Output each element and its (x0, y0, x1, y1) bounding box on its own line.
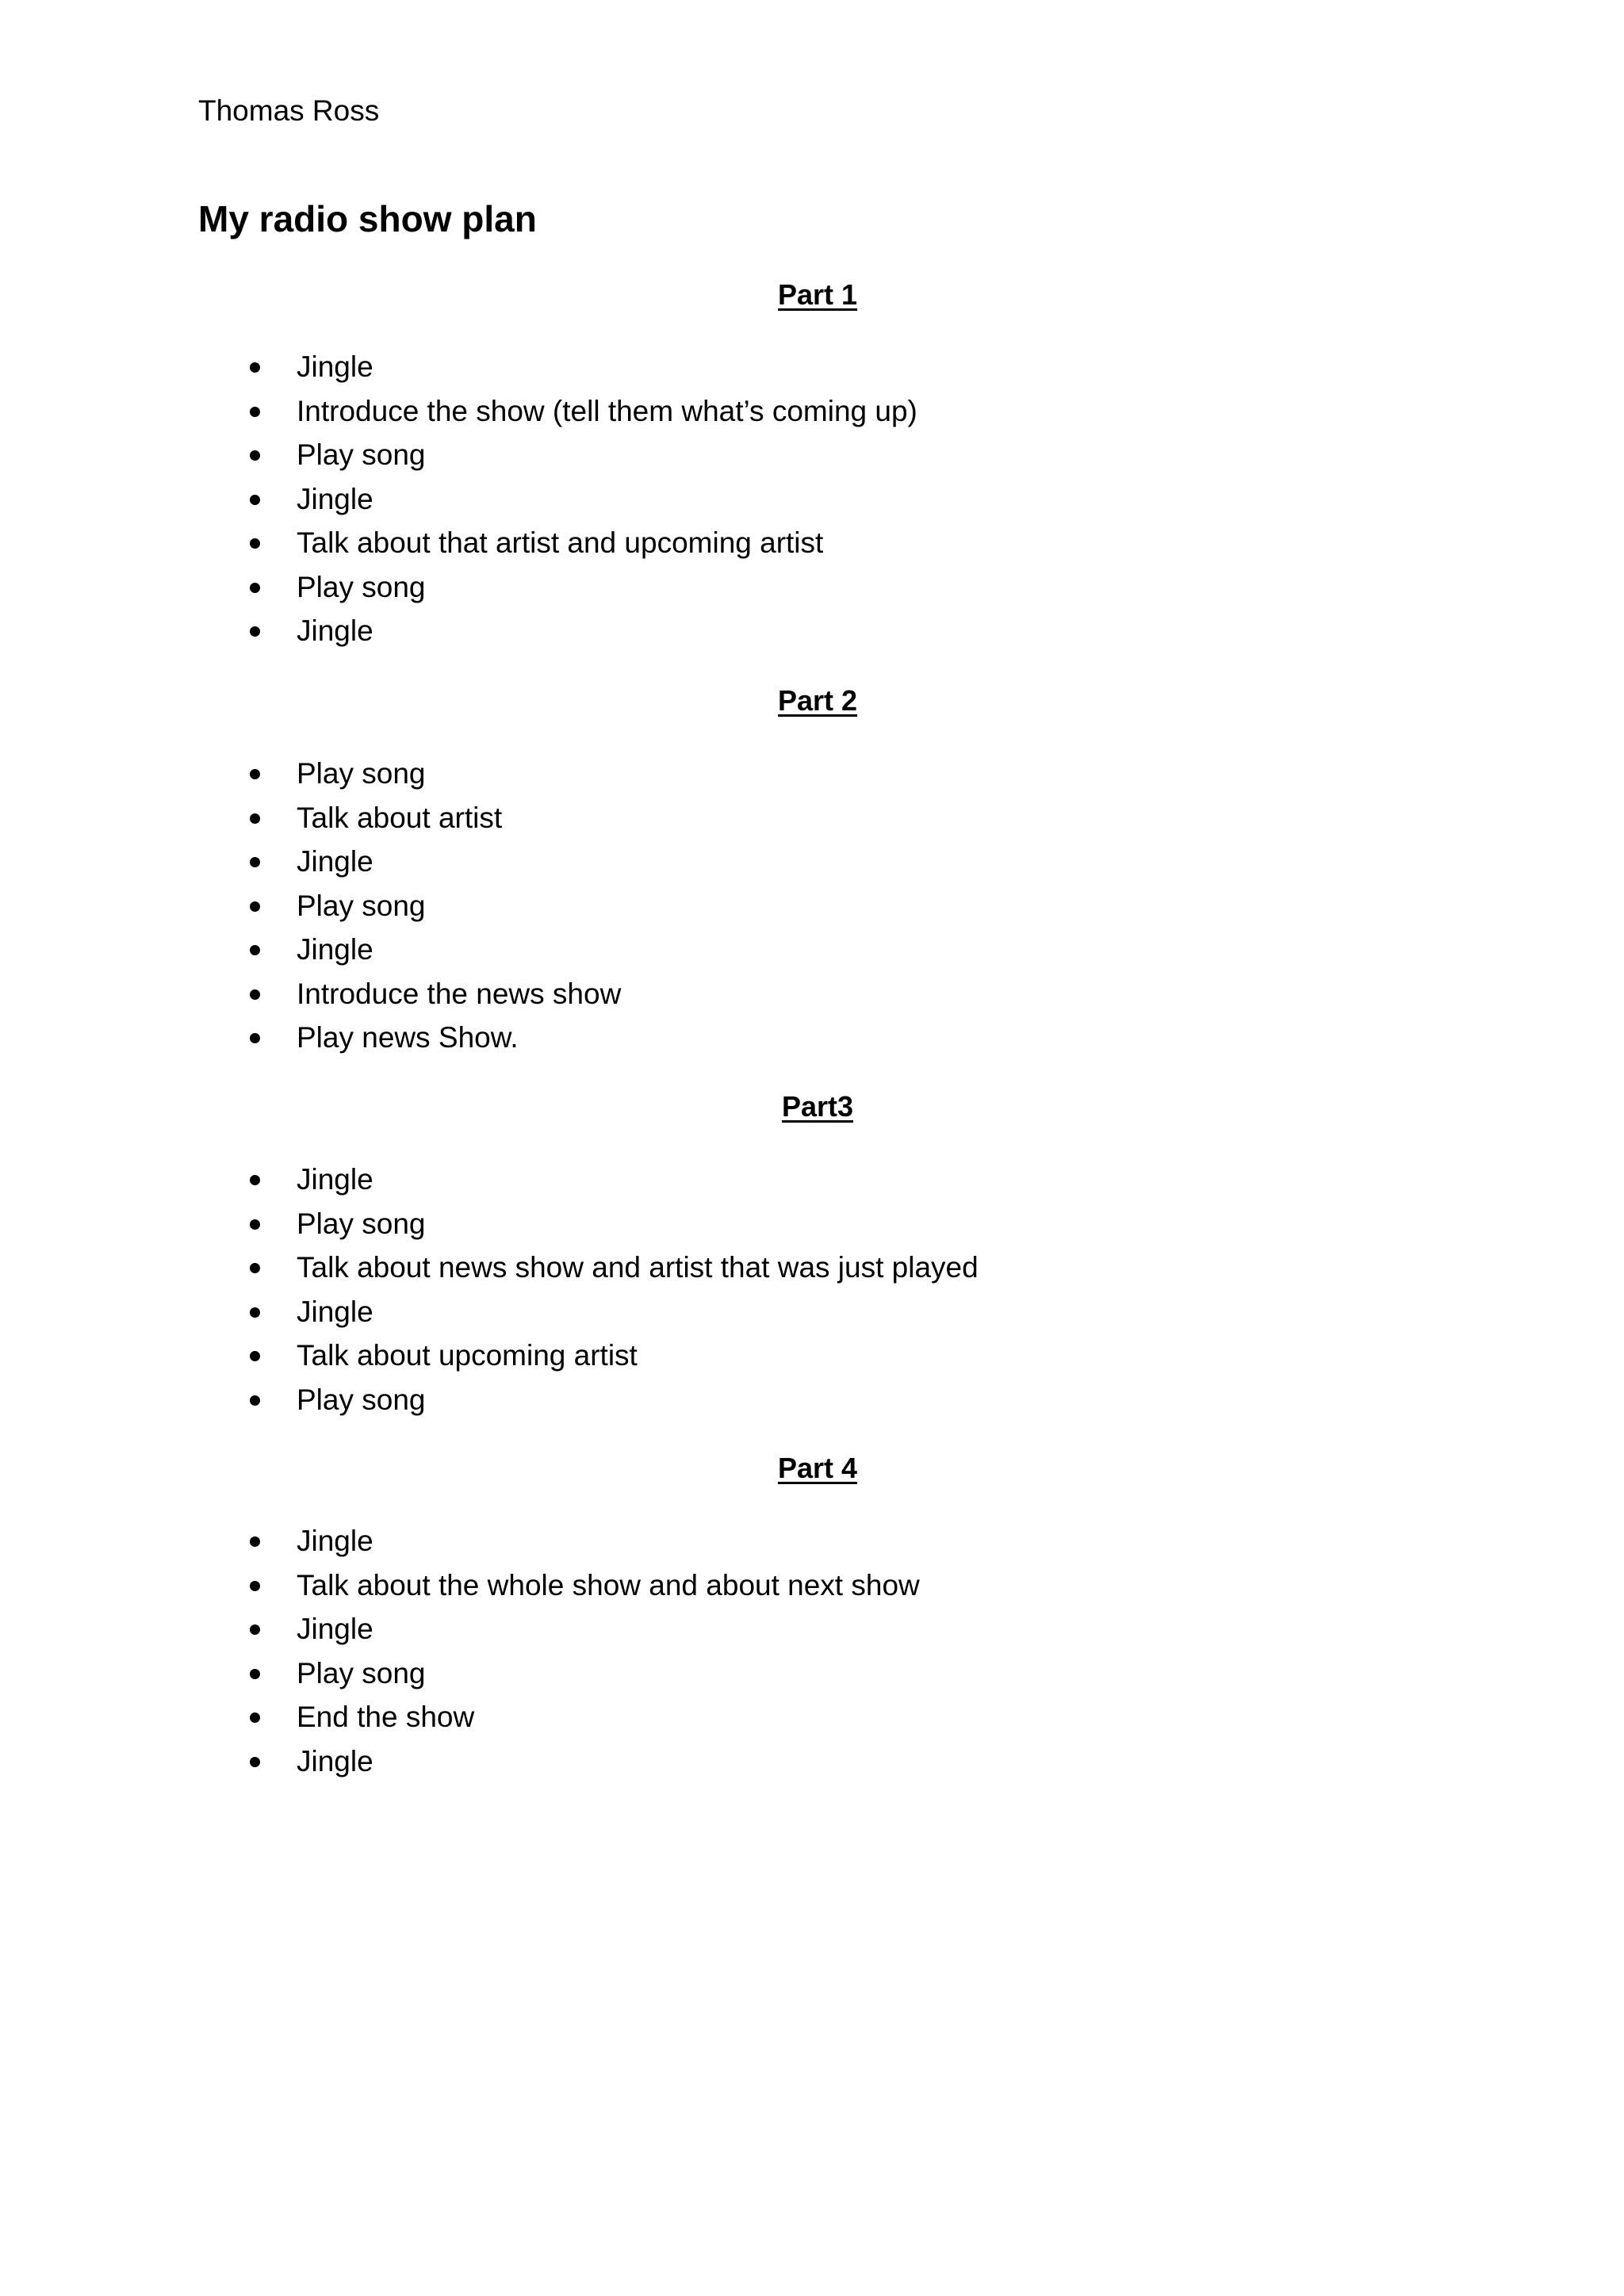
list-item-text: Play song (297, 1656, 426, 1689)
list-item (0, 1695, 1624, 1739)
list-item-text: Play song (297, 1383, 426, 1416)
section-heading: Part 2 (777, 684, 858, 717)
list-item (0, 345, 1624, 389)
section-heading: Part 4 (777, 1452, 858, 1484)
bullet-icon (250, 989, 260, 1000)
list-item-text: Jingle (297, 1295, 373, 1328)
bullet-icon (250, 857, 260, 867)
author-name: Thomas Ross (198, 94, 380, 127)
list-item-text: Talk about upcoming artist (297, 1339, 638, 1372)
bullet-icon (250, 1712, 260, 1723)
bullet-icon (250, 769, 260, 779)
list-item (0, 1334, 1624, 1378)
list-item-text: Talk about the whole show and about next show (297, 1568, 920, 1601)
list-item (0, 389, 1624, 434)
bullet-icon (250, 495, 260, 505)
list-item (0, 796, 1624, 840)
list-item-text: Jingle (297, 1163, 373, 1196)
bullet-icon (250, 901, 260, 912)
list-item-text: Jingle (297, 482, 373, 515)
section-items (0, 1519, 1624, 1783)
list-item (0, 1246, 1624, 1290)
list-item-text: Talk about that artist and upcoming artist (297, 526, 824, 559)
list-item-text: Play song (297, 1207, 426, 1240)
list-item (0, 752, 1624, 796)
list-item (0, 884, 1624, 928)
list-item (0, 928, 1624, 972)
list-item-text: Jingle (297, 845, 373, 878)
bullet-icon (250, 1033, 260, 1043)
list-item (0, 565, 1624, 610)
list-item-text: Play song (297, 757, 426, 790)
list-item (0, 1290, 1624, 1334)
bullet-icon (250, 1757, 260, 1767)
bullet-icon (250, 1536, 260, 1547)
list-item-text: Play news Show. (297, 1021, 519, 1054)
list-item (0, 840, 1624, 884)
bullet-icon (250, 1219, 260, 1230)
bullet-icon (250, 1307, 260, 1318)
bullet-icon (250, 407, 260, 417)
list-item-text: Jingle (297, 933, 373, 966)
bullet-icon (250, 1263, 260, 1273)
list-item (0, 1158, 1624, 1202)
list-item (0, 1651, 1624, 1696)
list-item-text: Jingle (297, 1744, 373, 1777)
bullet-icon (250, 1624, 260, 1635)
list-item-text: End the show (297, 1701, 475, 1733)
list-item-text: Play song (297, 889, 426, 922)
list-item-text: Talk about news show and artist that was just played (297, 1251, 979, 1284)
bullet-icon (250, 945, 260, 955)
section-items (0, 752, 1624, 1060)
list-item-text: Play song (297, 570, 426, 603)
bullet-icon (250, 1581, 260, 1591)
bullet-icon (250, 362, 260, 373)
bullet-icon (250, 450, 260, 461)
section-heading: Part 1 (777, 278, 858, 311)
list-item (0, 1519, 1624, 1563)
list-item-text: Jingle (297, 1613, 373, 1645)
list-item-text: Jingle (297, 350, 373, 383)
list-item (0, 609, 1624, 653)
bullet-icon (250, 583, 260, 593)
list-item (0, 1378, 1624, 1422)
list-item (0, 1607, 1624, 1651)
list-item (0, 1739, 1624, 1784)
list-item (0, 1202, 1624, 1246)
bullet-icon (250, 1175, 260, 1185)
document-title: My radio show plan (198, 198, 537, 239)
bullet-icon (250, 626, 260, 637)
section-heading: Part3 (781, 1090, 854, 1123)
list-item (0, 1563, 1624, 1608)
list-item (0, 1016, 1624, 1060)
list-item (0, 972, 1624, 1016)
list-item-text: Introduce the show (tell them what’s coming up) (297, 394, 917, 427)
bullet-icon (250, 538, 260, 549)
list-item (0, 521, 1624, 565)
bullet-icon (250, 1351, 260, 1361)
list-item (0, 477, 1624, 522)
list-item (0, 433, 1624, 477)
list-item-text: Play song (297, 438, 426, 471)
bullet-icon (250, 1395, 260, 1406)
list-item-text: Talk about artist (297, 801, 503, 834)
section-items (0, 345, 1624, 653)
section-items (0, 1158, 1624, 1422)
list-item-text: Jingle (297, 614, 373, 647)
list-item-text: Introduce the news show (297, 977, 622, 1010)
bullet-icon (250, 813, 260, 824)
bullet-icon (250, 1669, 260, 1679)
list-item-text: Jingle (297, 1525, 373, 1557)
